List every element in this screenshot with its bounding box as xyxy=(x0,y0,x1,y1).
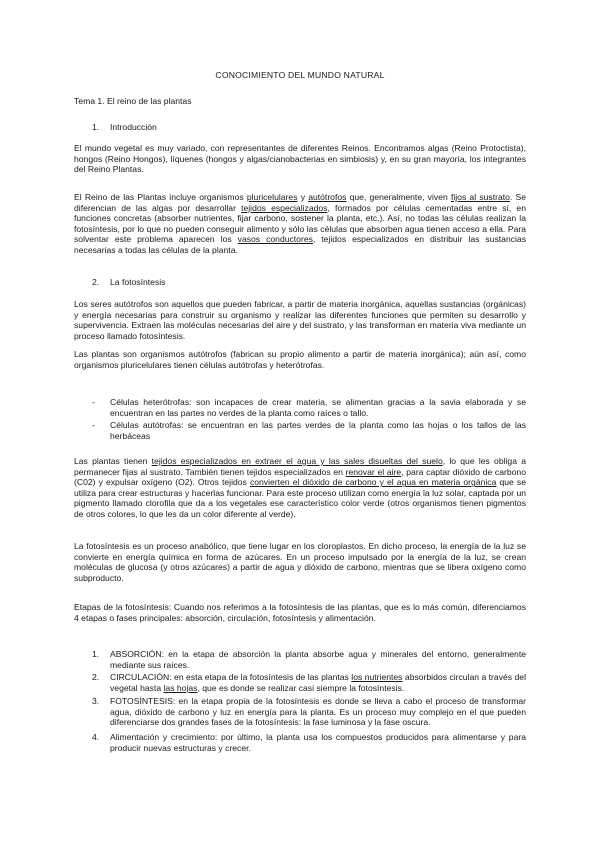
stage-number: 1. xyxy=(92,649,100,659)
fotosintesis-paragraph-4: La fotosíntesis es un proceso anabólico, que tiene lugar en los cloroplastos. En dicho proceso, la energía de la luz se convierte en energía química en forma de azúcares. En un proceso impulsado por la energía de la luz, se crean moléculas de glucosa (y otros azúcares) a partir de agua y dióxido de carbono, mientras que se libera oxígeno como subproducto. xyxy=(74,541,526,583)
stage-text: Alimentación y crecimiento: por último, la planta usa los compuestos producidos para alimentarse y para producir nuevas estructuras y crecer. xyxy=(110,732,526,753)
bullet-text: Células autótrofas: se encuentran en las partes verdes de la planta como las hojas o los tallos de las herbáceas xyxy=(110,420,526,441)
stage-number: 3. xyxy=(92,696,100,706)
stage-number: 2. xyxy=(92,672,100,682)
intro-paragraph-1: El mundo vegetal es muy variado, con representantes de diferentes Reinos. Encontramos algas (Reino Protoctista), hongos (Reino Hongos), líquenes (hongos y algas/cianobacterias en simbiosis) y, en su gran mayoría, los integrantes del Reino Plantas. xyxy=(74,143,526,175)
topic-title: Tema 1. El reino de las plantas xyxy=(74,96,192,106)
stage-number: 4. xyxy=(92,732,100,742)
fotosintesis-paragraph-3: Las plantas tienen tejidos especializados en extraer el agua y las sales disueltas del suelo, lo que les obliga a permanecer fijas al sustrato. También tienen tejidos especializados en renovar el aire, para captar dióxido de carbono (C02) y expulsar oxígeno (O2). Otros tejidos convierten el dióxido de carbono y el agua en materia orgánica que se utiliza para crear estructuras y hacerlas funcionar. Para este proceso utilizan como energía la luz solar, captada por un pigmento llamado clorofila que da a los vegetales ese característico color verde (otros organismos tienen pigmentos de otros colores, lo que les da un color diferente al verde). xyxy=(74,456,526,519)
document-title: CONOCIMIENTO DEL MUNDO NATURAL xyxy=(215,70,385,80)
section-title: La fotosíntesis xyxy=(110,277,166,287)
section-number: 1. xyxy=(92,122,100,132)
stage-text: FOTOSÍNTESIS: en la etapa propia de la fotosíntesis es donde se lleva a cabo el proceso de transformar agua, dióxido de carbono y luz en energía para la planta. Es un proceso muy complejo en el que pueden diferenciarse dos grandes fases de la fotosíntesis: la fase luminosa y la fase oscura. xyxy=(110,696,526,728)
bullet-marker: - xyxy=(92,397,95,407)
bullet-marker: - xyxy=(92,420,95,430)
fotosintesis-paragraph-5: Etapas de la fotosíntesis: Cuando nos referimos a la fotosíntesis de las plantas, que es lo más común, diferenciamos 4 etapas o fases principales: absorción, circulación, fotosíntesis y alimentación. xyxy=(74,602,526,623)
section-number: 2. xyxy=(92,277,100,287)
fotosintesis-paragraph-1: Los seres autótrofos son aquellos que pueden fabricar, a partir de materia inorgánica, aquellas sustancias (orgánicas) y energía necesarias para construir su organismo y realizar las diferentes funciones que permiten su desarrollo y supervivencia. Extraen las moléculas necesarias del aire y del sustrato, y las transforman en materia viva mediante un proceso llamado fotosíntesis. xyxy=(74,299,526,341)
bullet-text: Células heterótrofas: son incapaces de crear materia, se alimentan gracias a la savia elaborada y se encuentran en las partes no verdes de la planta como raíces o tallo. xyxy=(110,397,526,418)
fotosintesis-paragraph-2: Las plantas son organismos autótrofos (fabrican su propio alimento a partir de materia inorgánica); aún así, como organismos pluricelulares tienen células autótrofas y heterótrofas. xyxy=(74,349,526,370)
stage-text: CIRCULACIÓN: en esta etapa de la fotosíntesis de las plantas los nutrientes absorbidos circulan a través del vegetal hasta las hojas, que es donde se realizar casi siempre la fotosíntesis. xyxy=(110,672,526,693)
intro-paragraph-2: El Reino de las Plantas incluye organismos pluricelulares y autótrofos que, generalmente, viven fijos al sustrato. Se diferencian de las algas por desarrollar tejidos especializados, formados por células cementadas entre sí, en funciones concretas (absorber nutrientes, fijar carbono, sostener la planta, etc.). Así, no todas las células realizan la fotosíntesis, por lo que no pueden conseguir alimento y sólo las células que absorben agua tienen acceso a ella. Para solventar este problema aparecen los vasos conductores, tejidos especializados en distribuir las sustancias necesarias a todas las células de la planta. xyxy=(74,192,526,255)
stage-text: ABSORCIÓN: en la etapa de absorción la planta absorbe agua y minerales del entorno, generalmente mediante sus raíces. xyxy=(110,649,526,670)
section-title: Introducción xyxy=(110,122,157,132)
